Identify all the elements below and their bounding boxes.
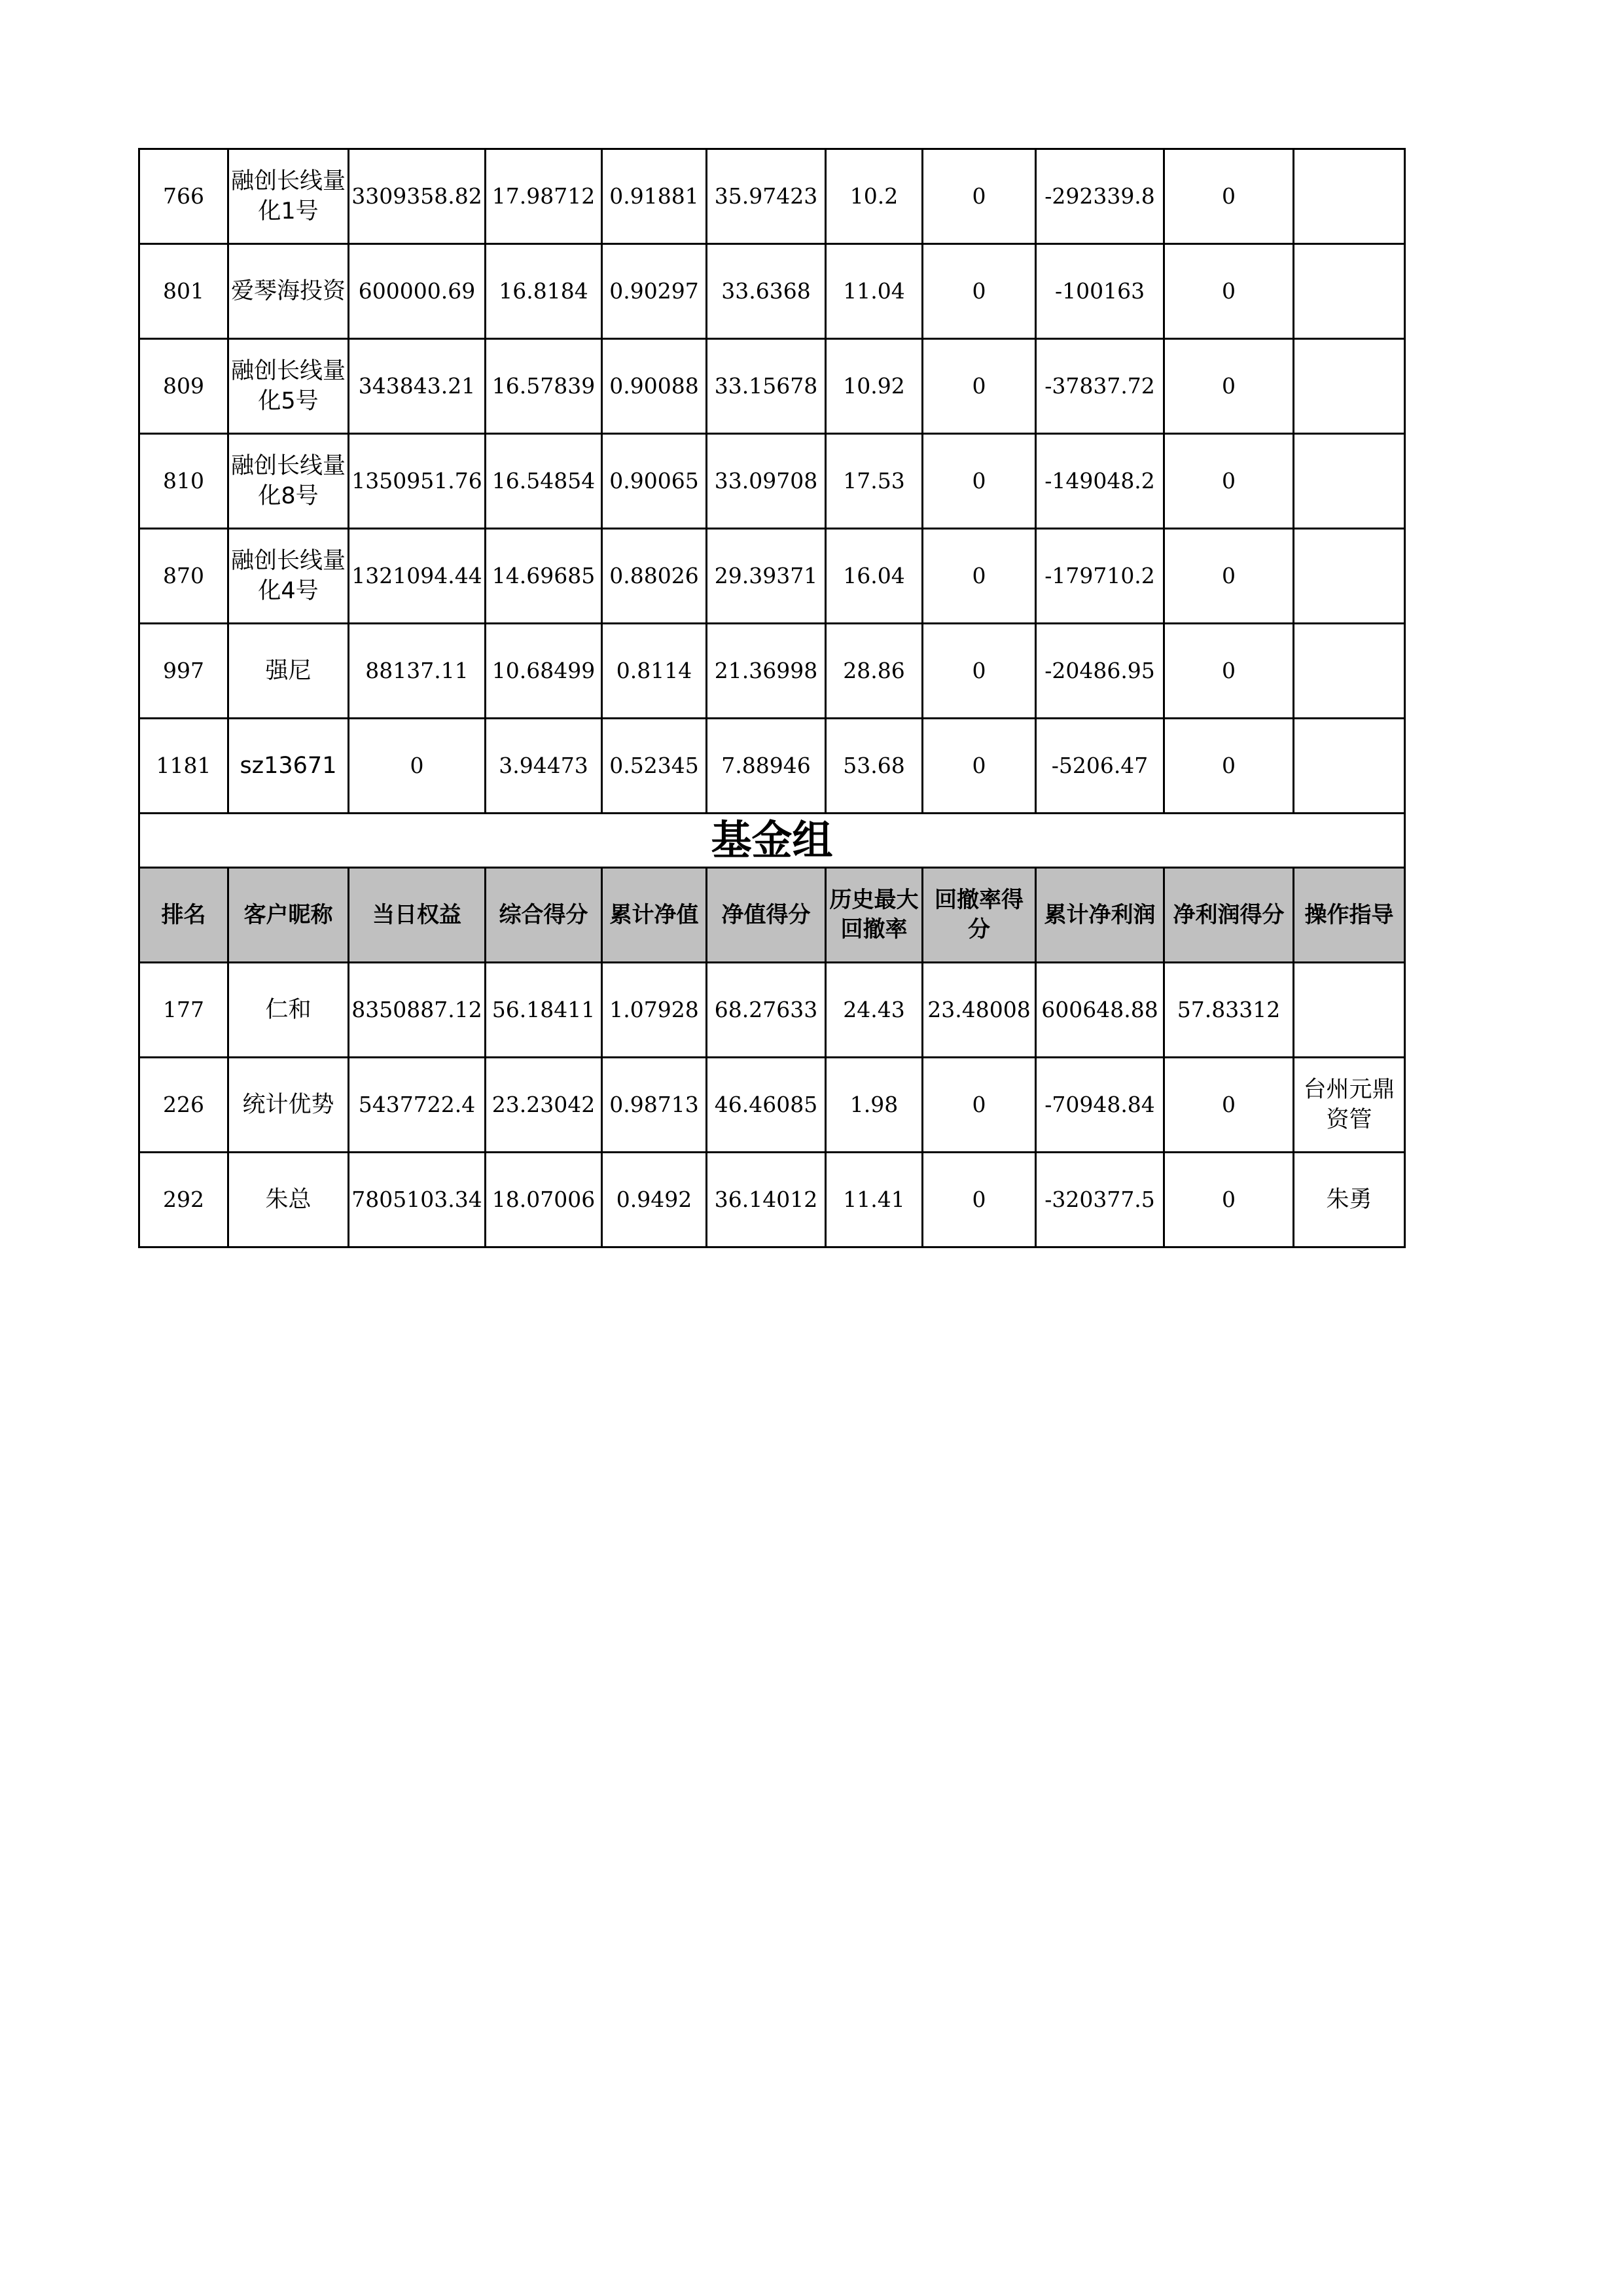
profit-score-cell: 0: [1164, 339, 1294, 434]
table-row: [139, 963, 1405, 1058]
nav-cell: 0.90065: [602, 434, 707, 529]
equity-cell: 0: [349, 719, 486, 814]
header-composite: 综合得分: [486, 868, 602, 963]
header-rank: 排名: [139, 868, 228, 963]
nav-score-cell: 36.14012: [707, 1153, 826, 1247]
header-drawdown-score: 回撤率得分: [923, 868, 1036, 963]
name-cell: 融创长线量化8号: [228, 434, 349, 529]
profit-score-cell: 0: [1164, 149, 1294, 244]
drawdown-score-cell: 0: [923, 434, 1036, 529]
nav-score-cell: 68.27633: [707, 963, 826, 1058]
drawdown-score-cell: 0: [923, 244, 1036, 339]
action-cell: [1294, 149, 1405, 244]
nav-score-cell: 21.36998: [707, 624, 826, 719]
action-cell: 朱勇: [1294, 1153, 1405, 1247]
nav-cell: 0.91881: [602, 149, 707, 244]
rank-cell: 997: [139, 624, 228, 719]
nav-cell: 1.07928: [602, 963, 707, 1058]
header-name: 客户昵称: [228, 868, 349, 963]
max-drawdown-cell: 53.68: [826, 719, 923, 814]
max-drawdown-cell: 24.43: [826, 963, 923, 1058]
composite-score-cell: 14.69685: [486, 529, 602, 624]
name-cell: 融创长线量化1号: [228, 149, 349, 244]
action-cell: [1294, 624, 1405, 719]
action-cell: [1294, 529, 1405, 624]
profit-score-cell: 0: [1164, 1058, 1294, 1153]
composite-score-cell: 17.98712: [486, 149, 602, 244]
name-cell: 融创长线量化5号: [228, 339, 349, 434]
table-row: [139, 719, 1405, 814]
section-title: 基金组: [139, 814, 1405, 868]
profit-score-cell: 57.83312: [1164, 963, 1294, 1058]
nav-score-cell: 29.39371: [707, 529, 826, 624]
nav-score-cell: 33.15678: [707, 339, 826, 434]
rank-cell: 766: [139, 149, 228, 244]
name-cell: 统计优势: [228, 1058, 349, 1153]
rank-cell: 177: [139, 963, 228, 1058]
net-profit-cell: -70948.84: [1036, 1058, 1164, 1153]
drawdown-score-cell: 0: [923, 1058, 1036, 1153]
header-nav: 累计净值: [602, 868, 707, 963]
net-profit-cell: -320377.5: [1036, 1153, 1164, 1247]
header-net-profit: 累计净利润: [1036, 868, 1164, 963]
profit-score-cell: 0: [1164, 244, 1294, 339]
composite-score-cell: 56.18411: [486, 963, 602, 1058]
nav-score-cell: 46.46085: [707, 1058, 826, 1153]
nav-cell: 0.88026: [602, 529, 707, 624]
max-drawdown-cell: 11.41: [826, 1153, 923, 1247]
name-cell: 强尼: [228, 624, 349, 719]
drawdown-score-cell: 0: [923, 719, 1036, 814]
composite-score-cell: 23.23042: [486, 1058, 602, 1153]
drawdown-score-cell: 23.48008: [923, 963, 1036, 1058]
net-profit-cell: -100163: [1036, 244, 1164, 339]
net-profit-cell: 600648.88: [1036, 963, 1164, 1058]
rank-cell: 292: [139, 1153, 228, 1247]
net-profit-cell: -179710.2: [1036, 529, 1164, 624]
equity-cell: 1350951.76: [349, 434, 486, 529]
equity-cell: 1321094.44: [349, 529, 486, 624]
drawdown-score-cell: 0: [923, 1153, 1036, 1247]
action-cell: [1294, 244, 1405, 339]
net-profit-cell: -5206.47: [1036, 719, 1164, 814]
equity-cell: 5437722.4: [349, 1058, 486, 1153]
max-drawdown-cell: 16.04: [826, 529, 923, 624]
composite-score-cell: 16.54854: [486, 434, 602, 529]
drawdown-score-cell: 0: [923, 339, 1036, 434]
table-row: [139, 244, 1405, 339]
table-row: [139, 1153, 1405, 1247]
action-cell: [1294, 963, 1405, 1058]
net-profit-cell: -20486.95: [1036, 624, 1164, 719]
action-cell: [1294, 339, 1405, 434]
nav-cell: 0.52345: [602, 719, 707, 814]
fund-section: [139, 814, 1405, 963]
rank-cell: 810: [139, 434, 228, 529]
nav-score-cell: 33.09708: [707, 434, 826, 529]
table-row: [139, 1058, 1405, 1153]
table-row: [139, 434, 1405, 529]
rank-cell: 1181: [139, 719, 228, 814]
profit-score-cell: 0: [1164, 1153, 1294, 1247]
max-drawdown-cell: 28.86: [826, 624, 923, 719]
name-cell: 朱总: [228, 1153, 349, 1247]
ranking-table: [138, 148, 1406, 1248]
max-drawdown-cell: 11.04: [826, 244, 923, 339]
net-profit-cell: -149048.2: [1036, 434, 1164, 529]
profit-score-cell: 0: [1164, 529, 1294, 624]
max-drawdown-cell: 10.92: [826, 339, 923, 434]
max-drawdown-cell: 10.2: [826, 149, 923, 244]
composite-score-cell: 18.07006: [486, 1153, 602, 1247]
rank-cell: 870: [139, 529, 228, 624]
composite-score-cell: 16.8184: [486, 244, 602, 339]
drawdown-score-cell: 0: [923, 624, 1036, 719]
rank-cell: 801: [139, 244, 228, 339]
name-cell: sz13671: [228, 719, 349, 814]
table-row: [139, 149, 1405, 244]
equity-cell: 343843.21: [349, 339, 486, 434]
header-action: 操作指导: [1294, 868, 1405, 963]
table-row: [139, 529, 1405, 624]
composite-score-cell: 16.57839: [486, 339, 602, 434]
net-profit-cell: -37837.72: [1036, 339, 1164, 434]
nav-score-cell: 7.88946: [707, 719, 826, 814]
composite-score-cell: 10.68499: [486, 624, 602, 719]
rank-cell: 809: [139, 339, 228, 434]
rank-cell: 226: [139, 1058, 228, 1153]
equity-cell: 8350887.12: [349, 963, 486, 1058]
drawdown-score-cell: 0: [923, 149, 1036, 244]
action-cell: [1294, 719, 1405, 814]
profit-score-cell: 0: [1164, 434, 1294, 529]
header-nav-score: 净值得分: [707, 868, 826, 963]
nav-cell: 0.90297: [602, 244, 707, 339]
name-cell: 仁和: [228, 963, 349, 1058]
nav-cell: 0.90088: [602, 339, 707, 434]
fund-rows: [139, 963, 1405, 1247]
header-row: [139, 868, 1405, 963]
header-equity: 当日权益: [349, 868, 486, 963]
name-cell: 爱琴海投资: [228, 244, 349, 339]
profit-score-cell: 0: [1164, 624, 1294, 719]
net-profit-cell: -292339.8: [1036, 149, 1164, 244]
nav-cell: 0.8114: [602, 624, 707, 719]
composite-score-cell: 3.94473: [486, 719, 602, 814]
equity-cell: 88137.11: [349, 624, 486, 719]
max-drawdown-cell: 1.98: [826, 1058, 923, 1153]
equity-cell: 3309358.82: [349, 149, 486, 244]
header-profit-score: 净利润得分: [1164, 868, 1294, 963]
max-drawdown-cell: 17.53: [826, 434, 923, 529]
top-rows: [139, 149, 1405, 814]
header-max-drawdown: 历史最大回撤率: [826, 868, 923, 963]
action-cell: 台州元鼎资管: [1294, 1058, 1405, 1153]
drawdown-score-cell: 0: [923, 529, 1036, 624]
equity-cell: 600000.69: [349, 244, 486, 339]
nav-cell: 0.9492: [602, 1153, 707, 1247]
nav-score-cell: 33.6368: [707, 244, 826, 339]
nav-score-cell: 35.97423: [707, 149, 826, 244]
profit-score-cell: 0: [1164, 719, 1294, 814]
nav-cell: 0.98713: [602, 1058, 707, 1153]
action-cell: [1294, 434, 1405, 529]
table-row: [139, 339, 1405, 434]
section-title-row: [139, 814, 1405, 868]
name-cell: 融创长线量化4号: [228, 529, 349, 624]
equity-cell: 7805103.34: [349, 1153, 486, 1247]
table-row: [139, 624, 1405, 719]
